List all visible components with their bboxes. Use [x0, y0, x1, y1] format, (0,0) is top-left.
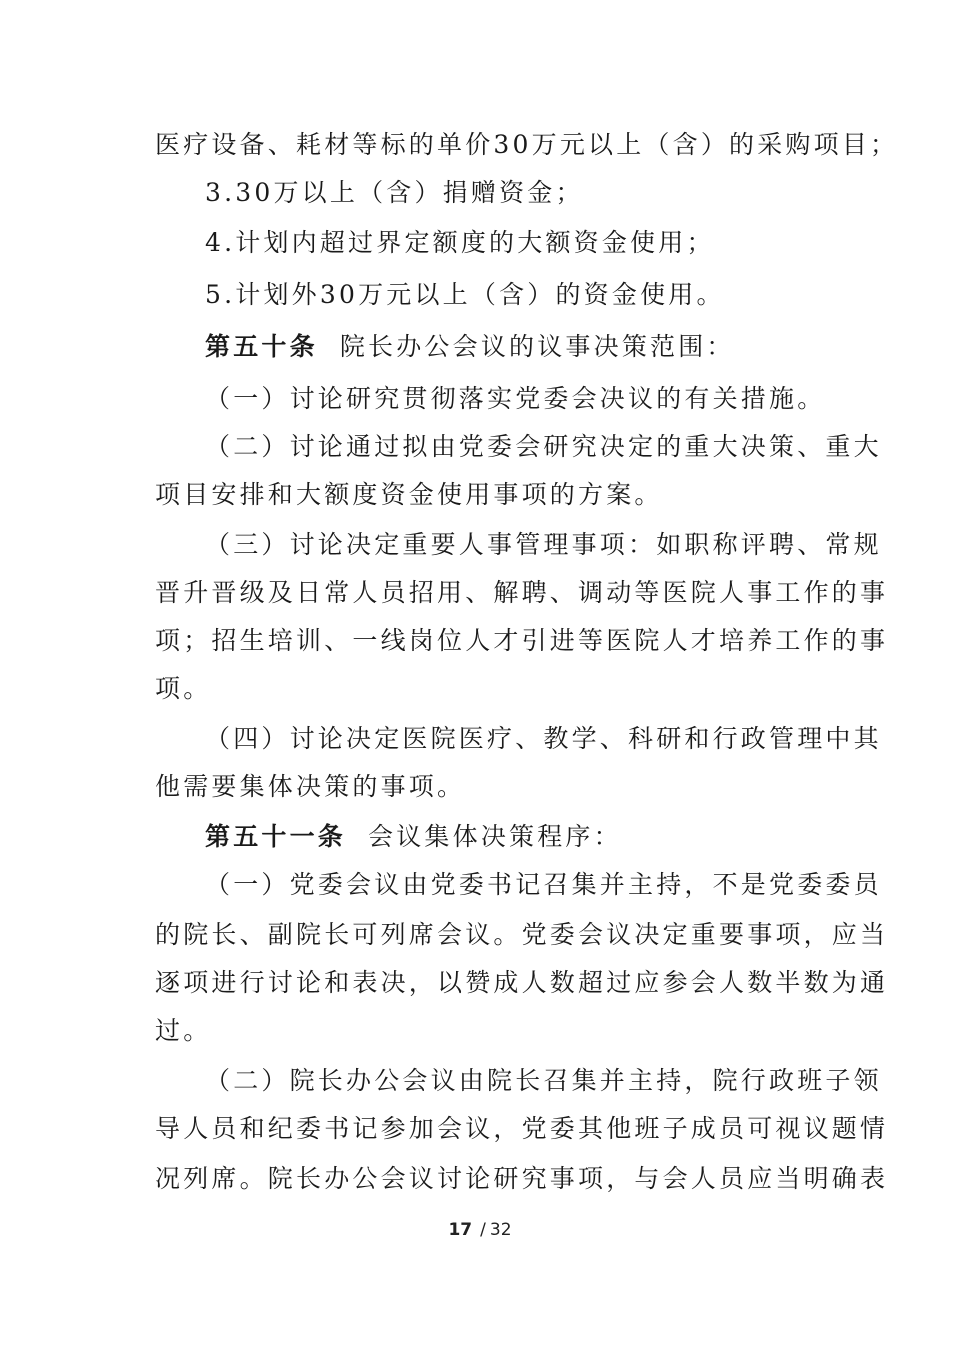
body-line: 4.计划内超过界定额度的大额资金使用； — [205, 228, 715, 257]
body-line: （一）党委会议由党委书记召集并主持，不是党委委员 — [205, 870, 882, 899]
body-line: 3.30万以上（含）捐赠资金； — [205, 178, 584, 207]
body-line: 医疗设备、耗材等标的单价30万元以上（含）的采购项目； — [155, 130, 899, 159]
body-line: 项目安排和大额度资金使用事项的方案。 — [155, 480, 663, 509]
body-line: （四）讨论决定医院医疗、教学、科研和行政管理中其 — [205, 724, 882, 753]
body-line: 过。 — [155, 1016, 212, 1045]
page-total: 32 — [489, 1220, 512, 1240]
body-line: 5.计划外30万元以上（含）的资金使用。 — [205, 280, 725, 309]
body-line: 项。 — [155, 674, 212, 703]
article-50-label: 第五十条 — [205, 332, 318, 361]
article-51-label: 第五十一条 — [205, 822, 347, 851]
body-line: 晋升晋级及日常人员招用、解聘、调动等医院人事工作的事 — [155, 578, 889, 607]
page-current: 17 — [448, 1220, 473, 1240]
body-line: 逐项进行讨论和表决，以赞成人数超过应参会人数半数为通 — [155, 968, 889, 997]
body-line: 他需要集体决策的事项。 — [155, 772, 466, 801]
body-line: （三）讨论决定重要人事管理事项：如职称评聘、常规 — [205, 530, 882, 559]
body-line: 项；招生培训、一线岗位人才引进等医院人才培养工作的事 — [155, 626, 889, 655]
article-51-heading — [205, 822, 622, 852]
body-line: （二）讨论通过拟由党委会研究决定的重大决策、重大 — [205, 432, 882, 461]
body-line: （二）院长办公会议由院长召集并主持，院行政班子领 — [205, 1066, 882, 1095]
article-50-title: 院长办公会议的议事决策范围： — [339, 332, 735, 361]
page-separator: / — [480, 1220, 486, 1240]
body-line: （一）讨论研究贯彻落实党委会决议的有关措施。 — [205, 384, 826, 413]
body-line: 况列席。院长办公会议讨论研究事项，与会人员应当明确表 — [155, 1164, 889, 1193]
body-line: 导人员和纪委书记参加会议，党委其他班子成员可视议题情 — [155, 1114, 889, 1143]
article-50-heading — [205, 332, 735, 362]
page-number — [0, 1219, 960, 1241]
body-line: 的院长、副院长可列席会议。党委会议决定重要事项，应当 — [155, 920, 889, 949]
article-51-title: 会议集体决策程序： — [368, 822, 622, 851]
